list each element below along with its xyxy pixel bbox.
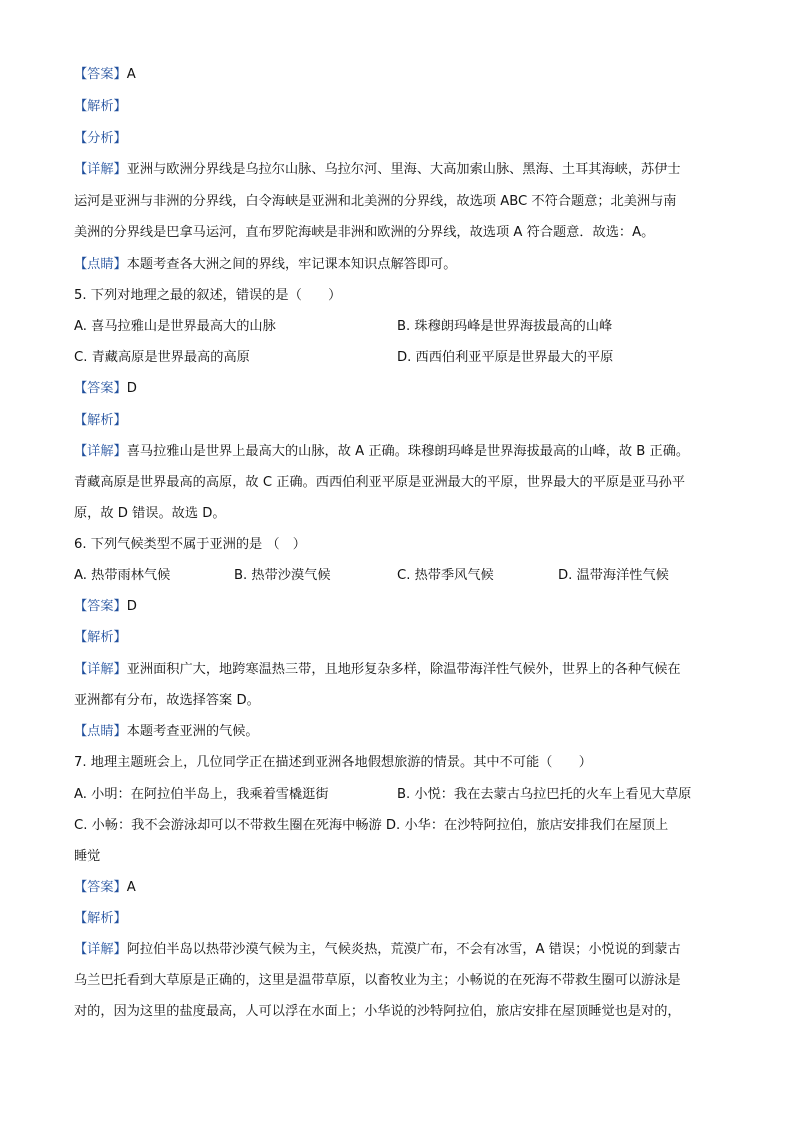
answer-label: 【答案】 bbox=[74, 599, 127, 614]
q7-detail-line-2: 乌兰巴托看到大草原是正确的，这里是温带草原，以畜牧业为主；小畅说的在死海不带救生圈可以游泳是 bbox=[74, 973, 681, 988]
comment-text: 本题考查各大洲之间的界线，牢记课本知识点解答即可。 bbox=[126, 257, 457, 272]
fenxi-label: 【分析】 bbox=[74, 131, 127, 146]
q7-option-a: A. 小明：在阿拉伯半岛上，我乘着雪橇逛街 bbox=[74, 787, 329, 802]
detail-text: 亚洲面积广大，地跨寒温热三带，且地形复杂多样，除温带海洋性气候外，世界上的各种气候在 bbox=[126, 662, 681, 677]
q5-option-c: C. 青藏高原是世界最高的高原 bbox=[74, 350, 250, 365]
q6-detail-line-2: 亚洲都有分布，故选择答案 D。 bbox=[74, 693, 260, 708]
q7-stem: 7. 地理主题班会上，几位同学正在描述到亚洲各地假想旅游的情景。其中不可能（ ） bbox=[74, 755, 592, 770]
answer-label: 【答案】 bbox=[74, 880, 127, 895]
answer-value: A bbox=[126, 880, 136, 895]
q7-detail-line-1 bbox=[74, 940, 681, 960]
q4-answer-line bbox=[74, 65, 136, 85]
comment-label: 【点睛】 bbox=[74, 724, 127, 739]
q7-detail-line-3: 对的，因为这里的盐度最高，人可以浮在水面上；小华说的沙特阿拉伯，旅店安排在屋顶睡觉也是对的， bbox=[74, 1004, 681, 1019]
q5-detail-line-1 bbox=[74, 442, 689, 462]
comment-label: 【点睛】 bbox=[74, 257, 127, 272]
answer-value: D bbox=[126, 599, 137, 614]
q6-option-b: B. 热带沙漠气候 bbox=[234, 568, 331, 583]
q4-detail-line-2: 运河是亚洲与非洲的分界线，白令海峡是亚洲和北美洲的分界线，故选项 ABC 不符合题意；北美洲与南 bbox=[74, 194, 677, 209]
q7-analysis-line bbox=[74, 909, 127, 929]
q5-stem: 5. 下列对地理之最的叙述，错误的是（ ） bbox=[74, 288, 342, 303]
answer-value: D bbox=[126, 381, 137, 396]
q7-option-b: B. 小悦：我在去蒙古乌拉巴托的火车上看见大草原 bbox=[397, 787, 692, 802]
answer-label: 【答案】 bbox=[74, 67, 127, 82]
q6-option-d: D. 温带海洋性气候 bbox=[558, 568, 669, 583]
detail-label: 【详解】 bbox=[74, 162, 127, 177]
q6-comment-line bbox=[74, 722, 259, 742]
detail-text: 阿拉伯半岛以热带沙漠气候为主，气候炎热，荒漠广布，不会有冰雪，A 错误；小悦说的到蒙古 bbox=[126, 942, 681, 957]
q5-detail-line-2: 青藏高原是世界最高的高原，故 C 正确。西西伯利亚平原是亚洲最大的平原，世界最大的平原是亚马孙平 bbox=[74, 475, 686, 490]
q5-option-a: A. 喜马拉雅山是世界最高大的山脉 bbox=[74, 319, 276, 334]
comment-text: 本题考查亚洲的气候。 bbox=[126, 724, 259, 739]
detail-label: 【详解】 bbox=[74, 942, 127, 957]
analysis-label: 【解析】 bbox=[74, 630, 127, 645]
q6-detail-line-1 bbox=[74, 660, 681, 680]
detail-label: 【详解】 bbox=[74, 662, 127, 677]
q4-fenxi-line bbox=[74, 129, 127, 149]
analysis-label: 【解析】 bbox=[74, 99, 127, 114]
q4-analysis-line bbox=[74, 97, 127, 117]
answer-label: 【答案】 bbox=[74, 381, 127, 396]
q6-option-a: A. 热带雨林气候 bbox=[74, 568, 171, 583]
q5-option-b: B. 珠穆朗玛峰是世界海拔最高的山峰 bbox=[397, 319, 613, 334]
q6-stem: 6. 下列气候类型不属于亚洲的是 （ ） bbox=[74, 537, 306, 552]
answer-value: A bbox=[126, 67, 136, 82]
detail-text: 喜马拉雅山是世界上最高大的山脉，故 A 正确。珠穆朗玛峰是世界海拔最高的山峰，故 B 正确。 bbox=[126, 444, 690, 459]
detail-text: 亚洲与欧洲分界线是乌拉尔山脉、乌拉尔河、里海、大高加索山脉、黑海、土耳其海峡，苏伊士 bbox=[126, 162, 681, 177]
q7-answer-line bbox=[74, 878, 136, 898]
q6-option-c: C. 热带季风气候 bbox=[397, 568, 494, 583]
q7-option-c-d: C. 小畅：我不会游泳却可以不带救生圈在死海中畅游 D. 小华：在沙特阿拉伯，旅店安排我们在屋顶上 bbox=[74, 818, 669, 833]
q4-detail-line-1 bbox=[74, 160, 681, 180]
q4-comment-line bbox=[74, 255, 456, 275]
q5-option-d: D. 西西伯利亚平原是世界最大的平原 bbox=[397, 350, 614, 365]
q6-answer-line bbox=[74, 597, 137, 617]
analysis-label: 【解析】 bbox=[74, 911, 127, 926]
q5-answer-line bbox=[74, 379, 137, 399]
q5-analysis-line bbox=[74, 411, 127, 431]
detail-label: 【详解】 bbox=[74, 444, 127, 459]
q7-option-d-continued: 睡觉 bbox=[74, 849, 101, 864]
q5-detail-line-3: 原，故 D 错误。故选 D。 bbox=[74, 506, 226, 521]
analysis-label: 【解析】 bbox=[74, 413, 127, 428]
q4-detail-line-3: 美洲的分界线是巴拿马运河，直布罗陀海峡是非洲和欧洲的分界线，故选项 A 符合题意．故选：A。 bbox=[74, 225, 655, 240]
q6-analysis-line bbox=[74, 628, 127, 648]
